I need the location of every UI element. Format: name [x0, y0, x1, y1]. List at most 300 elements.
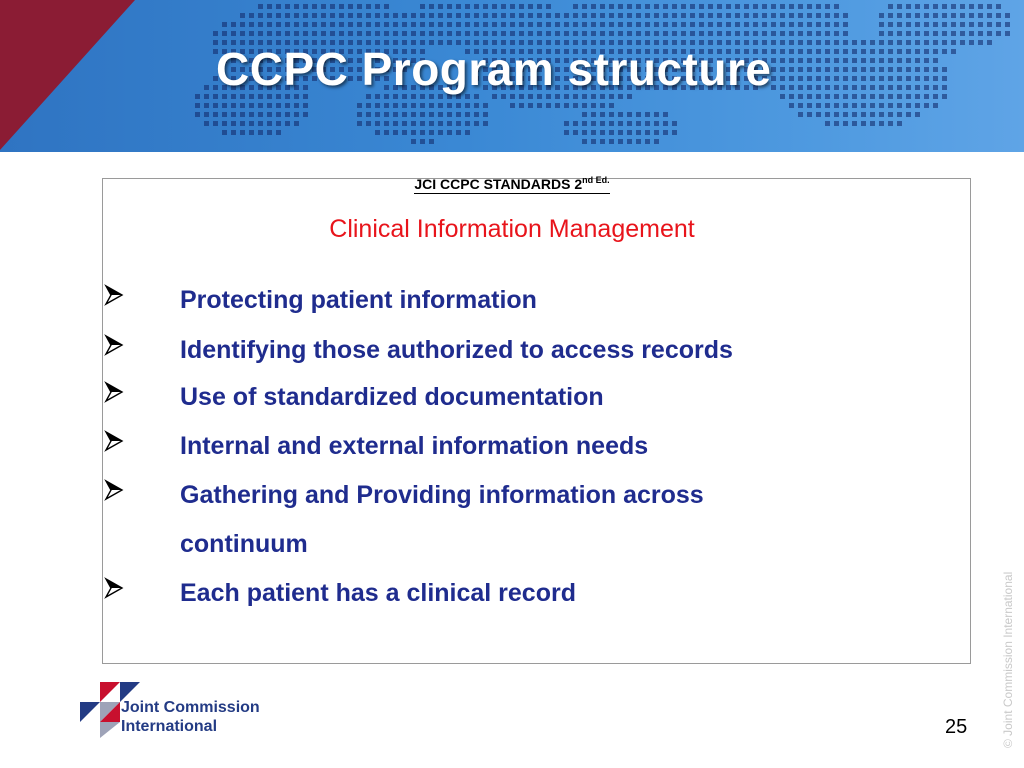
map-dot [564, 31, 569, 36]
map-dot [951, 13, 956, 18]
map-dot [789, 13, 794, 18]
map-dot [213, 121, 218, 126]
map-dot [294, 103, 299, 108]
map-dot [915, 4, 920, 9]
map-dot [321, 4, 326, 9]
arrow-bullet-icon [104, 284, 124, 306]
map-dot [780, 94, 785, 99]
map-dot [906, 58, 911, 63]
map-dot [690, 31, 695, 36]
map-dot [393, 121, 398, 126]
map-dot [654, 13, 659, 18]
map-dot [573, 4, 578, 9]
map-dot [294, 4, 299, 9]
map-dot [519, 103, 524, 108]
map-dot [348, 13, 353, 18]
map-dot [402, 31, 407, 36]
map-dot [717, 31, 722, 36]
map-dot [429, 31, 434, 36]
map-dot [285, 22, 290, 27]
map-dot [897, 40, 902, 45]
map-dot [447, 13, 452, 18]
map-dot [438, 31, 443, 36]
map-dot [222, 121, 227, 126]
map-dot [285, 121, 290, 126]
map-dot [807, 94, 812, 99]
map-dot [933, 4, 938, 9]
map-dot [348, 4, 353, 9]
map-dot [276, 4, 281, 9]
map-dot [627, 112, 632, 117]
map-dot [276, 22, 281, 27]
map-dot [384, 31, 389, 36]
map-dot [330, 4, 335, 9]
map-dot [600, 139, 605, 144]
map-dot [231, 31, 236, 36]
map-dot [213, 103, 218, 108]
map-dot [609, 121, 614, 126]
arrow-bullet-icon [104, 479, 124, 501]
map-dot [294, 13, 299, 18]
logo-line-2: International [121, 718, 218, 735]
bullet-text: Use of standardized documentation [180, 383, 604, 411]
map-dot [483, 22, 488, 27]
map-dot [888, 49, 893, 54]
map-dot [942, 31, 947, 36]
map-dot [645, 139, 650, 144]
map-dot [789, 40, 794, 45]
map-dot [888, 67, 893, 72]
map-dot [447, 31, 452, 36]
map-dot [600, 4, 605, 9]
map-dot [915, 67, 920, 72]
map-dot [591, 103, 596, 108]
map-dot [654, 31, 659, 36]
copyright-notice: © Joint Commission International [1001, 571, 1015, 748]
map-dot [816, 103, 821, 108]
map-dot [771, 13, 776, 18]
map-dot [933, 58, 938, 63]
map-dot [906, 49, 911, 54]
map-dot [375, 13, 380, 18]
map-dot [654, 121, 659, 126]
map-dot [789, 4, 794, 9]
map-dot [708, 22, 713, 27]
map-dot [447, 22, 452, 27]
map-dot [573, 31, 578, 36]
map-dot [753, 4, 758, 9]
map-dot [240, 103, 245, 108]
map-dot [267, 121, 272, 126]
map-dot [951, 4, 956, 9]
map-dot [618, 4, 623, 9]
map-dot [654, 139, 659, 144]
map-dot [771, 22, 776, 27]
map-dot [510, 4, 515, 9]
map-dot [951, 49, 956, 54]
map-dot [501, 31, 506, 36]
map-dot [789, 58, 794, 63]
map-dot [672, 22, 677, 27]
map-dot [438, 130, 443, 135]
map-dot [384, 121, 389, 126]
map-dot [447, 121, 452, 126]
map-dot [915, 112, 920, 117]
map-dot [762, 31, 767, 36]
map-dot [933, 40, 938, 45]
map-dot [843, 58, 848, 63]
map-dot [834, 103, 839, 108]
map-dot [231, 22, 236, 27]
map-dot [870, 40, 875, 45]
map-dot [357, 31, 362, 36]
map-dot [726, 13, 731, 18]
map-dot [978, 40, 983, 45]
map-dot [879, 31, 884, 36]
map-dot [852, 67, 857, 72]
map-dot [384, 103, 389, 108]
map-dot [474, 103, 479, 108]
bullet-item [0, 475, 1024, 515]
map-dot [537, 4, 542, 9]
map-dot [636, 13, 641, 18]
map-dot [942, 85, 947, 90]
map-dot [492, 13, 497, 18]
map-dot [618, 130, 623, 135]
map-dot [555, 13, 560, 18]
map-dot [672, 13, 677, 18]
map-dot [546, 13, 551, 18]
map-dot [330, 31, 335, 36]
map-dot [330, 22, 335, 27]
bullet-item [0, 280, 1024, 320]
map-dot [789, 22, 794, 27]
map-dot [942, 13, 947, 18]
map-dot [933, 76, 938, 81]
map-dot [996, 4, 1001, 9]
map-dot [294, 22, 299, 27]
map-dot [663, 22, 668, 27]
map-dot [780, 49, 785, 54]
map-dot [924, 40, 929, 45]
map-dot [483, 4, 488, 9]
map-dot [600, 112, 605, 117]
map-dot [825, 22, 830, 27]
map-dot [303, 22, 308, 27]
map-dot [663, 121, 668, 126]
map-dot [591, 121, 596, 126]
map-dot [348, 31, 353, 36]
map-dot [780, 40, 785, 45]
map-dot [420, 31, 425, 36]
map-dot [456, 31, 461, 36]
map-dot [375, 112, 380, 117]
map-dot [888, 22, 893, 27]
map-dot [591, 130, 596, 135]
map-dot [420, 4, 425, 9]
map-dot [825, 31, 830, 36]
map-dot [636, 31, 641, 36]
map-dot [978, 13, 983, 18]
map-dot [276, 112, 281, 117]
map-dot [474, 4, 479, 9]
map-dot [339, 31, 344, 36]
jci-logo-text [121, 698, 260, 736]
map-dot [735, 13, 740, 18]
map-dot [276, 31, 281, 36]
map-dot [834, 67, 839, 72]
map-dot [870, 49, 875, 54]
map-dot [807, 31, 812, 36]
map-dot [366, 4, 371, 9]
map-dot [879, 121, 884, 126]
map-dot [249, 130, 254, 135]
map-dot [825, 58, 830, 63]
map-dot [906, 4, 911, 9]
bullet-item [0, 573, 1024, 613]
map-dot [591, 13, 596, 18]
map-dot [204, 121, 209, 126]
map-dot [726, 22, 731, 27]
map-dot [933, 13, 938, 18]
map-dot [564, 130, 569, 135]
map-dot [591, 139, 596, 144]
map-dot [807, 85, 812, 90]
map-dot [852, 49, 857, 54]
map-dot [942, 76, 947, 81]
map-dot [294, 31, 299, 36]
map-dot [987, 13, 992, 18]
map-dot [870, 85, 875, 90]
map-dot [807, 40, 812, 45]
map-dot [960, 22, 965, 27]
map-dot [825, 4, 830, 9]
map-dot [852, 85, 857, 90]
map-dot [384, 112, 389, 117]
map-dot [780, 85, 785, 90]
map-dot [582, 22, 587, 27]
map-dot [249, 112, 254, 117]
map-dot [771, 4, 776, 9]
map-dot [456, 112, 461, 117]
map-dot [357, 112, 362, 117]
map-dot [384, 4, 389, 9]
map-dot [222, 130, 227, 135]
header-banner [0, 0, 1024, 152]
map-dot [492, 4, 497, 9]
section-subtitle: Clinical Information Management [329, 215, 695, 243]
map-dot [519, 4, 524, 9]
map-dot [861, 85, 866, 90]
map-dot [366, 13, 371, 18]
map-dot [609, 130, 614, 135]
map-dot [546, 22, 551, 27]
map-dot [870, 94, 875, 99]
map-dot [609, 112, 614, 117]
map-dot [555, 31, 560, 36]
bullet-text: Gathering and Providing information across [180, 481, 704, 509]
map-dot [231, 121, 236, 126]
map-dot [618, 13, 623, 18]
map-dot [870, 121, 875, 126]
map-dot [843, 85, 848, 90]
map-dot [420, 112, 425, 117]
map-dot [249, 31, 254, 36]
map-dot [924, 49, 929, 54]
map-dot [429, 130, 434, 135]
map-dot [852, 40, 857, 45]
map-dot [618, 31, 623, 36]
map-dot [924, 76, 929, 81]
map-dot [465, 112, 470, 117]
map-dot [834, 58, 839, 63]
map-dot [951, 22, 956, 27]
map-dot [240, 112, 245, 117]
map-dot [294, 121, 299, 126]
map-dot [573, 22, 578, 27]
map-dot [195, 112, 200, 117]
map-dot [969, 31, 974, 36]
map-dot [996, 13, 1001, 18]
map-dot [267, 31, 272, 36]
map-dot [231, 130, 236, 135]
map-dot [645, 22, 650, 27]
map-dot [573, 103, 578, 108]
map-dot [582, 31, 587, 36]
map-dot [564, 22, 569, 27]
map-dot [888, 76, 893, 81]
map-dot [456, 13, 461, 18]
map-dot [780, 67, 785, 72]
map-dot [393, 103, 398, 108]
map-dot [582, 4, 587, 9]
map-dot [879, 103, 884, 108]
map-dot [861, 49, 866, 54]
bullet-continuation [0, 524, 1024, 564]
map-dot [834, 49, 839, 54]
map-dot [501, 4, 506, 9]
map-dot [807, 76, 812, 81]
map-dot [915, 85, 920, 90]
map-dot [654, 4, 659, 9]
map-dot [708, 4, 713, 9]
map-dot [888, 85, 893, 90]
map-dot [492, 22, 497, 27]
arrow-bullet-icon [104, 381, 124, 403]
standards-heading [0, 175, 1024, 192]
map-dot [861, 121, 866, 126]
map-dot [474, 121, 479, 126]
map-dot [627, 121, 632, 126]
map-dot [582, 13, 587, 18]
map-dot [798, 31, 803, 36]
map-dot [402, 22, 407, 27]
map-dot [834, 121, 839, 126]
map-dot [402, 103, 407, 108]
map-dot [636, 22, 641, 27]
map-dot [600, 130, 605, 135]
map-dot [465, 31, 470, 36]
map-dot [690, 22, 695, 27]
map-dot [951, 31, 956, 36]
map-dot [447, 112, 452, 117]
map-dot [816, 85, 821, 90]
map-dot [987, 22, 992, 27]
map-dot [303, 31, 308, 36]
map-dot [816, 40, 821, 45]
map-dot [393, 112, 398, 117]
bullet-text: Identifying those authorized to access records [180, 336, 733, 364]
map-dot [780, 76, 785, 81]
map-dot [807, 13, 812, 18]
map-dot [933, 49, 938, 54]
map-dot [888, 31, 893, 36]
map-dot [393, 31, 398, 36]
bullet-text: Protecting patient information [180, 286, 537, 314]
map-dot [888, 121, 893, 126]
map-dot [771, 85, 776, 90]
map-dot [906, 94, 911, 99]
map-dot [879, 40, 884, 45]
map-dot [285, 31, 290, 36]
map-dot [366, 22, 371, 27]
map-dot [915, 13, 920, 18]
map-dot [843, 94, 848, 99]
map-dot [834, 85, 839, 90]
map-dot [195, 103, 200, 108]
map-dot [753, 13, 758, 18]
map-dot [816, 49, 821, 54]
map-dot [744, 31, 749, 36]
map-dot [816, 94, 821, 99]
map-dot [240, 22, 245, 27]
map-dot [636, 139, 641, 144]
map-dot [798, 103, 803, 108]
map-dot [780, 31, 785, 36]
map-dot [258, 31, 263, 36]
map-dot [465, 121, 470, 126]
map-dot [285, 112, 290, 117]
map-dot [519, 13, 524, 18]
map-dot [834, 76, 839, 81]
map-dot [951, 40, 956, 45]
map-dot [618, 139, 623, 144]
map-dot [933, 94, 938, 99]
map-dot [312, 22, 317, 27]
map-dot [816, 112, 821, 117]
map-dot [429, 103, 434, 108]
map-dot [762, 22, 767, 27]
map-dot [960, 40, 965, 45]
map-dot [618, 22, 623, 27]
map-dot [321, 13, 326, 18]
map-dot [636, 130, 641, 135]
map-dot [798, 67, 803, 72]
map-dot [915, 49, 920, 54]
map-dot [906, 22, 911, 27]
map-dot [726, 31, 731, 36]
map-dot [627, 13, 632, 18]
map-dot [906, 40, 911, 45]
map-dot [654, 22, 659, 27]
map-dot [852, 58, 857, 63]
map-dot [366, 112, 371, 117]
map-dot [357, 103, 362, 108]
map-dot [906, 76, 911, 81]
map-dot [717, 22, 722, 27]
map-dot [258, 13, 263, 18]
map-dot [672, 130, 677, 135]
